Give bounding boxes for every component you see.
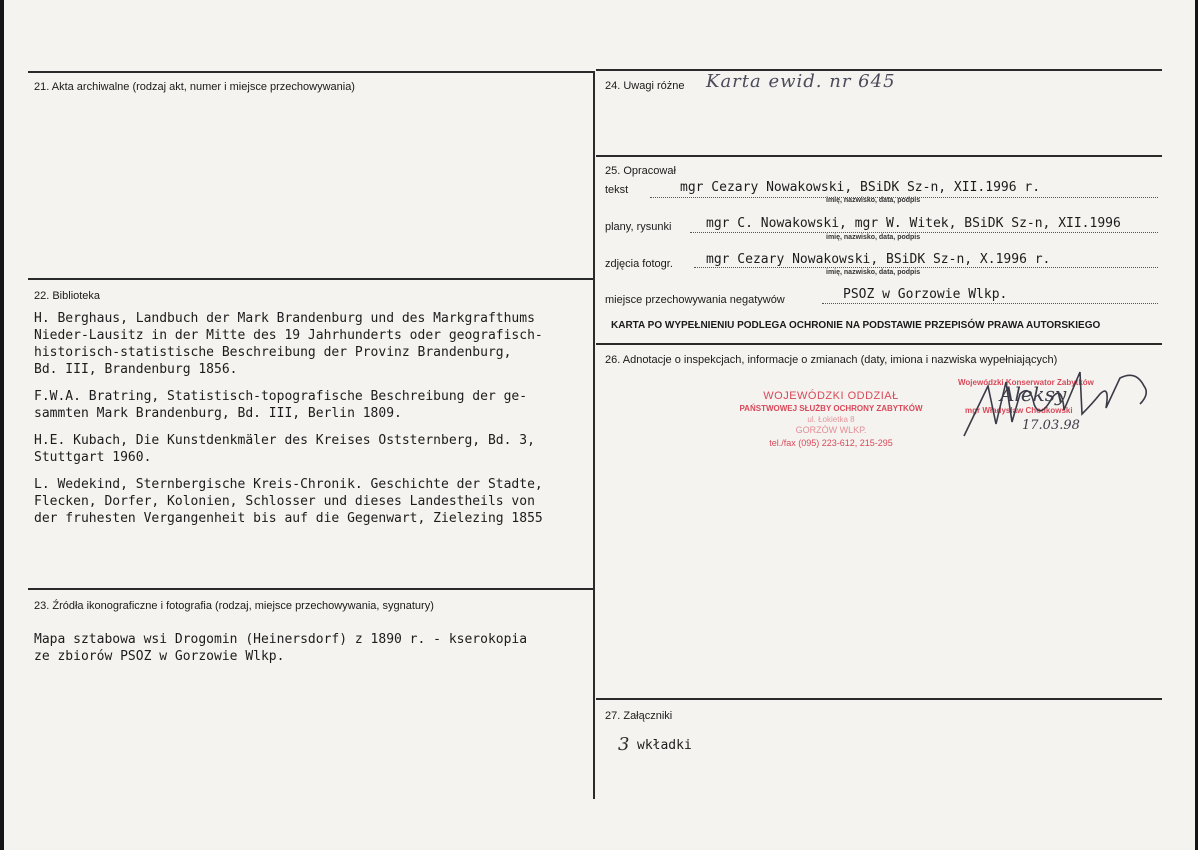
section-24-label: 24. Uwagi różne bbox=[605, 80, 685, 92]
row-plans-value: mgr C. Nowakowski, mgr W. Witek, BSiDK Sz-n, XII.1996 bbox=[706, 216, 1121, 231]
rule-top-left bbox=[28, 71, 594, 73]
attachments-value: wkładki bbox=[637, 738, 692, 753]
row-photos-dots bbox=[694, 267, 1158, 268]
stamp-line-5: tel./fax (095) 223-612, 215-295 bbox=[769, 438, 893, 448]
section-22-label: 22. Biblioteka bbox=[34, 290, 101, 302]
negatives-dots bbox=[822, 303, 1158, 304]
stamp-line-1: WOJEWÓDZKI ODDZIAŁ bbox=[763, 390, 899, 402]
section-27-label: 27. Załączniki bbox=[605, 710, 673, 722]
row-plans-label: plany, rysunki bbox=[605, 221, 672, 233]
negatives-label: miejsce przechowywania negatywów bbox=[605, 294, 785, 306]
stamp-line-3: ul. Łokietka 8 bbox=[807, 415, 855, 424]
section-21-label: 21. Akta archiwalne (rodzaj akt, numer i miejsce przechowywania) bbox=[34, 81, 355, 93]
rule-left-23 bbox=[28, 588, 594, 590]
rule-right-27 bbox=[596, 698, 1162, 700]
stamp-line-4: GORZÓW WLKP. bbox=[795, 425, 867, 435]
iconography-text: Mapa sztabowa wsi Drogomin (Heinersdorf) z 1890 r. - kserokopia ze zbiorów PSOZ w Gorzowie Wlkp. bbox=[34, 632, 528, 664]
row-photos-label: zdjęcia fotogr. bbox=[605, 258, 673, 270]
row-photos-value: mgr Cezary Nowakowski, BSiDK Sz-n, X.1996 r. bbox=[706, 252, 1051, 267]
bibliography-entry-1: H. Berghaus, Landbuch der Mark Brandenburg und des Markgrafthums Nieder-Lausitz in der Mitte des 19 Jahrhunderts oder geografisch- historisch-statistische Beschreibung der Provinz Brandenburg, Bd. III, Brandenburg 1856. bbox=[34, 311, 543, 377]
stamp-line-2: PAŃSTWOWEJ SŁUŻBY OCHRONY ZABYTKÓW bbox=[739, 404, 923, 413]
row-photos-caption: imię, nazwisko, data, podpis bbox=[826, 269, 921, 276]
conservator-stamp-line-1: Wojewódzki Konserwator Zabytków bbox=[958, 378, 1094, 387]
rule-left-22 bbox=[28, 278, 594, 280]
section-23-label: 23. Źródła ikonograficzne i fotografia (rodzaj, miejsce przechowywania, sygnatury) bbox=[34, 600, 434, 612]
rule-right-26 bbox=[596, 343, 1162, 345]
row-text-label: tekst bbox=[605, 184, 629, 196]
row-text-caption: imię, nazwisko, data, podpis bbox=[826, 197, 921, 204]
bibliography-entry-2: F.W.A. Bratring, Statistisch-topografische Beschreibung der ge- sammten Mark Brandenburg, Bd. III, Berlin 1809. bbox=[34, 389, 528, 421]
row-text-value: mgr Cezary Nowakowski, BSiDK Sz-n, XII.1996 r. bbox=[680, 180, 1041, 195]
row-plans-dots bbox=[690, 232, 1158, 233]
rule-right-25 bbox=[596, 155, 1162, 157]
bibliography-entry-4: L. Wedekind, Sternbergische Kreis-Chronik. Geschichte der Stadte, Flecken, Dorfer, Kolonien, Schlosser und dieses Landestheils von der fruhesten Vergangenheit bis auf die Gegenwart, Zielezing 1855 bbox=[34, 477, 543, 526]
office-stamp bbox=[728, 390, 934, 448]
signature-date: 17.03.98 bbox=[1022, 418, 1080, 433]
negatives-value: PSOZ w Gorzowie Wlkp. bbox=[843, 287, 1008, 302]
section-24-handwriting: Karta ewid. nr 645 bbox=[706, 71, 896, 92]
copyright-notice: KARTA PO WYPEŁNIENIU PODLEGA OCHRONIE NA PODSTAWIE PRZEPISÓW PRAWA AUTORSKIEGO bbox=[611, 320, 1101, 331]
signature-text: Aleksy bbox=[1000, 382, 1067, 406]
scan-edge-left bbox=[0, 0, 4, 850]
bibliography-entry-3: H.E. Kubach, Die Kunstdenkmäler des Kreises Oststernberg, Bd. 3, Stuttgart 1960. bbox=[34, 433, 535, 465]
row-plans-caption: imię, nazwisko, data, podpis bbox=[826, 234, 921, 241]
section-26-label: 26. Adnotacje o inspekcjach, informacje o zmianach (daty, imiona i nazwiska wypełniających) bbox=[605, 354, 1058, 366]
conservator-stamp-line-2: mgr Władysław Chodkowski bbox=[965, 406, 1073, 415]
section-25-label: 25. Opracował bbox=[605, 165, 676, 177]
attachments-count: 3 bbox=[618, 734, 630, 755]
